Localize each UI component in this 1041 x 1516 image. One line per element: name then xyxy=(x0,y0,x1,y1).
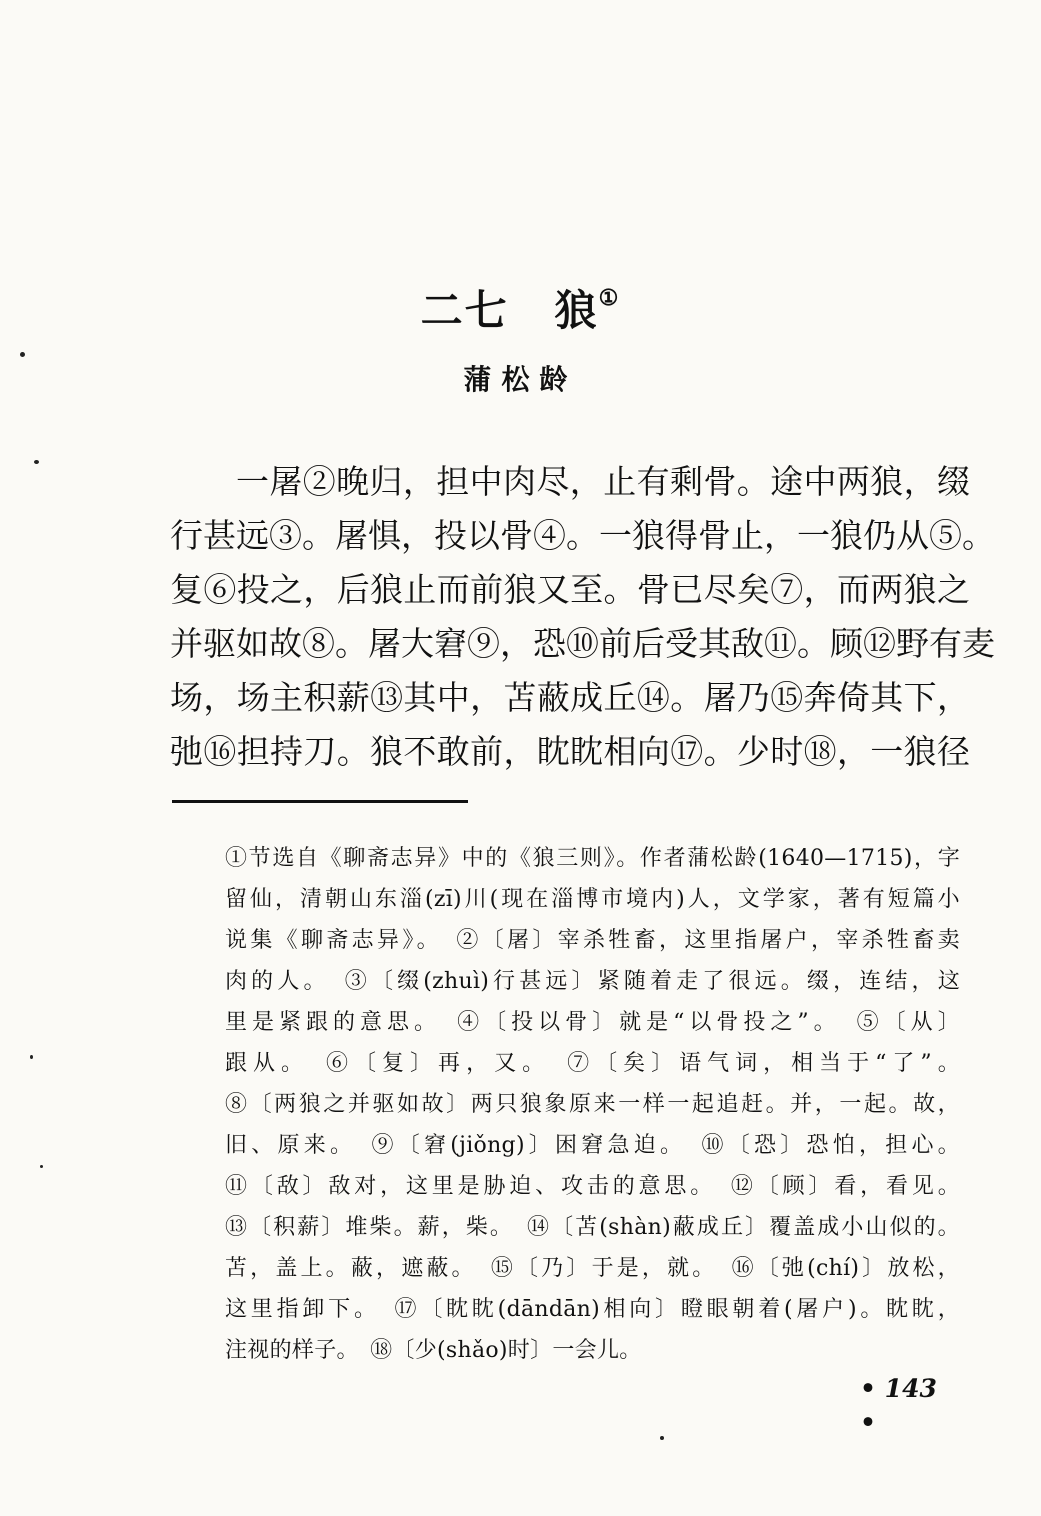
text-line: 一屠②晚归，担中肉尽，止有剩骨。途中两狼，缀 xyxy=(236,462,970,501)
scan-speck xyxy=(20,352,25,357)
footnote-line: 注视的样子。 ⑱〔少(shǎo)时〕一会儿。 xyxy=(225,1338,642,1363)
main-text xyxy=(170,455,995,779)
scan-speck xyxy=(40,1165,43,1168)
text-line: 弛⑯担持刀。狼不敢前，眈眈相向⑰。少时⑱，一狼径 xyxy=(170,732,970,771)
text-line: 并驱如故⑧。屠大窘⑨，恐⑩前后受其敌⑪。顾⑫野有麦 xyxy=(170,624,995,663)
footnote-divider xyxy=(172,800,468,803)
page-number: • 143 • xyxy=(860,1374,937,1437)
footnote-line: 这里指卸下。 ⑰〔眈眈(dāndān)相向〕瞪眼朝着(屠户)。眈眈， xyxy=(225,1297,960,1322)
footnote-line: 里是紧跟的意思。 ④〔投以骨〕就是“以骨投之”。 ⑤〔从〕 xyxy=(225,1010,960,1035)
footnote-line: 肉的人。 ③〔缀(zhuì)行甚远〕紧随着走了很远。缀，连结，这 xyxy=(225,969,960,994)
footnote-line: ①节选自《聊斋志异》中的《狼三则》。作者蒲松龄(1640—1715)，字 xyxy=(225,846,960,871)
footnote-line: ⑪〔敌〕敌对，这里是胁迫、攻击的意思。 ⑫〔顾〕看，看见。 xyxy=(225,1174,960,1199)
scan-speck xyxy=(34,460,39,464)
footnote-line: ⑬〔积薪〕堆柴。薪，柴。 ⑭〔苫(shàn)蔽成丘〕覆盖成小山似的。 xyxy=(225,1215,960,1240)
text-line: 复⑥投之，后狼止而前狼又至。骨已尽矣⑦，而两狼之 xyxy=(170,570,970,609)
lesson-number: 二七 xyxy=(420,286,509,335)
footnote-line: ⑧〔两狼之并驱如故〕两只狼象原来一样一起追赶。并，一起。故， xyxy=(225,1092,960,1117)
scan-speck xyxy=(660,1436,664,1440)
footnote-line: 苫，盖上。蔽，遮蔽。 ⑮〔乃〕于是，就。 ⑯〔弛(chí)〕放松， xyxy=(225,1256,960,1281)
title-note-mark: ① xyxy=(598,285,621,311)
lesson-title-text: 狼 xyxy=(554,286,599,335)
footnote-line: 跟从。 ⑥〔复〕再，又。 ⑦〔矣〕语气词，相当于“了”。 xyxy=(225,1051,960,1076)
scan-speck xyxy=(30,1055,33,1059)
text-line: 行甚远③。屠惧，投以骨④。一狼得骨止，一狼仍从⑤。 xyxy=(170,516,995,555)
author-name: 蒲松龄 xyxy=(463,363,578,396)
footnote-line: 说集《聊斋志异》。 ②〔屠〕宰杀牲畜，这里指屠户，宰杀牲畜卖 xyxy=(225,928,960,953)
text-line: 场，场主积薪⑬其中，苫蔽成丘⑭。屠乃⑮奔倚其下， xyxy=(170,678,970,717)
footnote-line: 旧、原来。 ⑨〔窘(jiǒng)〕困窘急迫。 ⑩〔恐〕恐怕，担心。 xyxy=(225,1133,960,1158)
footnotes xyxy=(225,838,960,1371)
footnote-line: 留仙，清朝山东淄(zī)川(现在淄博市境内)人，文学家，著有短篇小 xyxy=(225,887,960,912)
lesson-title xyxy=(0,268,1041,341)
